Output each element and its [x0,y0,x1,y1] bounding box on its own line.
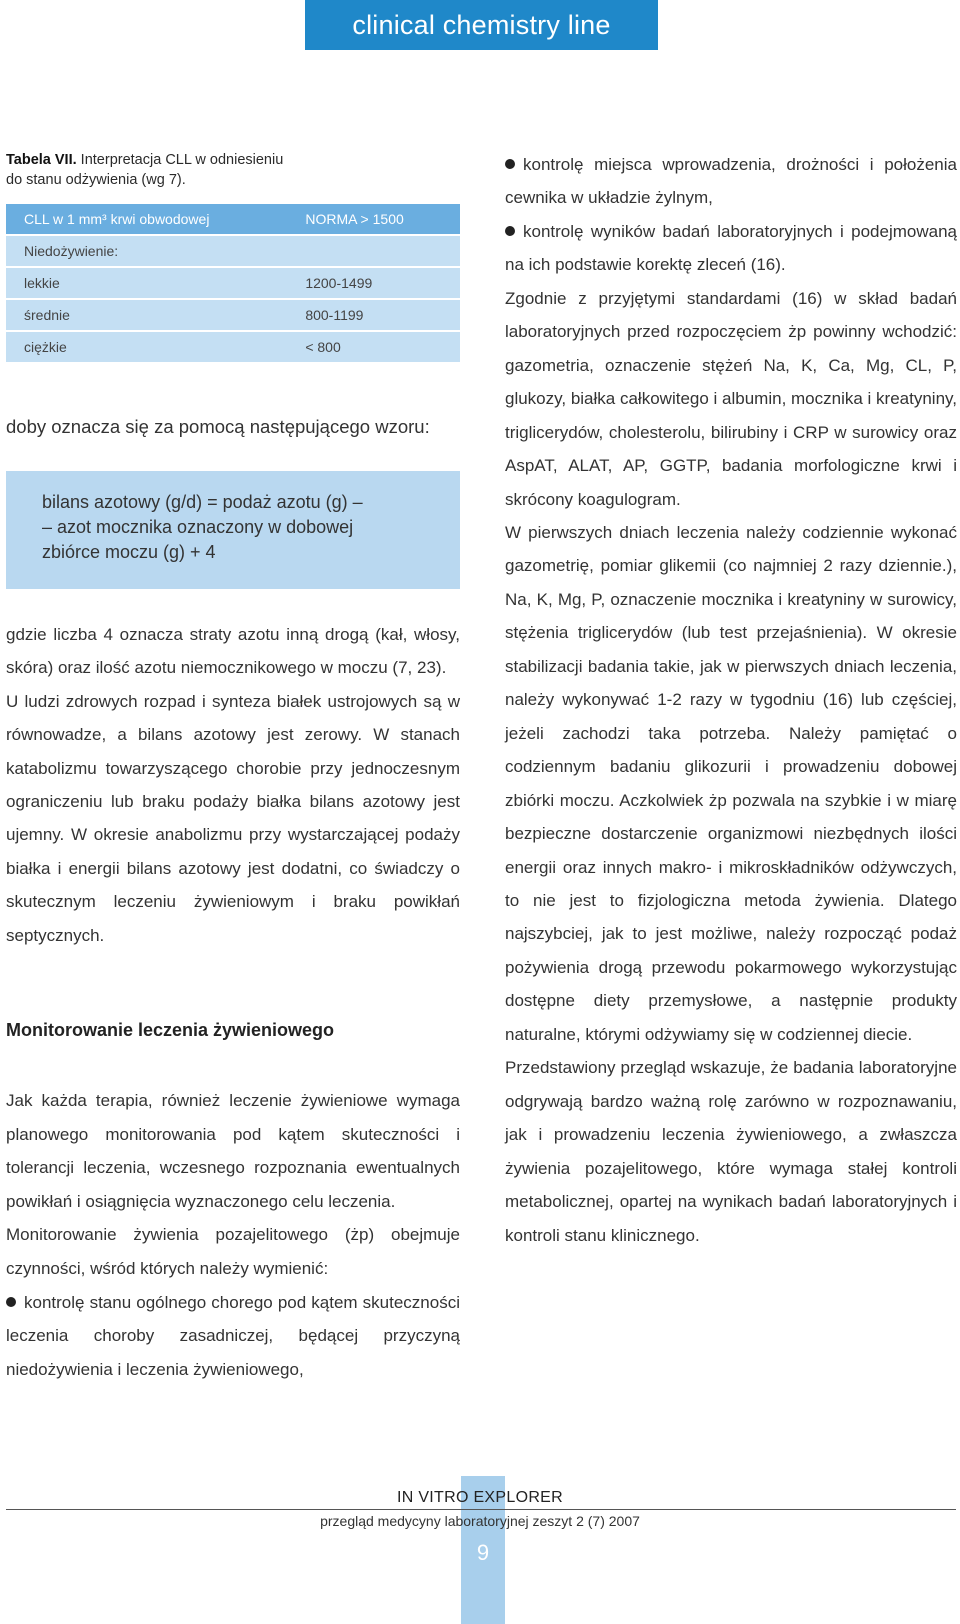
page-number: 9 [476,1540,490,1565]
table-row [6,331,460,363]
bullet-text: kontrolę miejsca wprowadzenia, drożności i położenia cewnika w układzie żylnym, [505,155,957,208]
table-cell: Niedożywienie: [6,235,293,267]
right-column [505,148,957,1252]
table-caption [6,150,460,190]
table-row [6,267,460,299]
left-body-text-2 [6,1084,460,1386]
left-body-text [6,618,460,952]
paragraph: Zgodnie z przyjętymi standardami (16) w skład badań laboratoryjnych przed rozpoczęciem żp powinny wchodzić: gazometria, oznaczenie stężeń Na, K, Ca, Mg, CL, P, glukozy, białka całkowitego i albumin, mocznika i kreatyniny, triglicerydów, cholesterolu, bilirubiny i CRP w surowicy oraz AspAT, ALAT, AP, GGTP, badania morfologiczne krwi i skrócony koagulogram. [505,288,957,509]
section-heading: Monitorowanie leczenia żywieniowego [6,1020,335,1040]
table-caption-text: Interpretacja CLL w odniesieniu [76,152,284,168]
table-cell: ciężkie [6,331,293,363]
formula-line: bilans azotowy (g/d) = podaż azotu (g) – [42,492,363,512]
table-cell: lekkie [6,267,293,299]
table-cell: < 800 [293,331,460,363]
table-row [6,235,460,267]
table-row [6,299,460,331]
bullet-item [6,1286,460,1387]
bullet-item [505,148,957,215]
paragraph: W pierwszych dniach leczenia należy codziennie wykonać gazometrię, pomiar glikemii (co najmniej 2 razy dziennie.), Na, K, Mg, P, oznaczenie mocznika i kreatyniny w surowicy, stężenia triglicerydów (lub test przejaśnienia). W okresie stabilizacji badania takie, jak w pierwszych dniach leczenia, należy wykonywać 1-2 razy w tygodniu (16) lub częściej, jeżeli zachodzi taka potrzeba. Należy pamiętać o codziennym badaniu glikozurii i prowadzeniu dobowej zbiórki moczu. Aczkolwiek żp pozwala na szybkie i w miarę bezpieczne dostarczenie organizmowi niezbędnych ilości energii oraz innych makro- i mikroskładników odżywczych, to nie jest to fizjologiczna metoda żywienia. Dlatego najszybciej, jak to jest możliwe, należy rozpocząć podaż pożywienia drogą przewodu pokarmowego wykorzystując dostępne diety przemysłowe, a następnie produkty naturalne, którymi odżywiamy się w codziennej diecie. [505,522,957,1044]
header-title: clinical chemistry line [352,9,611,40]
bullet-text: kontrolę stanu ogólnego chorego pod kątem skuteczności leczenia choroby zasadniczej, będącej przyczyną niedożywienia i leczenia żywieniowego, [6,1292,460,1379]
bullet-icon [505,226,515,236]
footer-divider [6,1509,956,1510]
footer-subtitle: przegląd medycyny laboratoryjnej zeszyt 2 (7) 2007 [320,1513,640,1529]
paragraph: Jak każda terapia, również leczenie żywieniowe wymaga planowego monitorowania pod kątem skuteczności i tolerancji leczenia, wczesnego rozpoznania ewentualnych powikłań i osiągnięcia wyznaczonego celu leczenia. [6,1091,460,1211]
bullet-text: kontrolę wyników badań laboratoryjnych i podejmowaną na ich podstawie korektę zleceń (16). [505,221,957,275]
formula-line: – azot mocznika oznaczony w dobowej [42,517,354,537]
table-caption-text-2: do stanu odżywienia (wg 7). [6,172,186,188]
bullet-icon [6,1297,16,1307]
bullet-icon [505,159,515,169]
formula-intro: doby oznacza się za pomocą następującego wzoru: [6,416,430,437]
paragraph: U ludzi zdrowych rozpad i synteza białek ustrojowych są w równowadze, a bilans azotowy jest zerowy. W stanach katabolizmu towarzyszącego chorobie przy jednoczesnym ograniczeniu lub braku podaży białka bilans azotowy jest ujemny. W okresie anabolizmu przy wystarczającej podaży białka i energii bilans azotowy jest dodatni, co świadczy o skutecznym leczeniu żywieniowym i braku powikłań septycznych. [6,691,460,945]
table-cell: 800-1199 [293,299,460,331]
table-header-row [6,204,460,235]
footer-title: IN VITRO EXPLORER [396,1489,564,1506]
table-header-cell: CLL w 1 mm³ krwi obwodowej [6,204,293,235]
table-cell: 1200-1499 [293,267,460,299]
formula-line: zbiórce moczu (g) + 4 [42,542,216,562]
cll-table [6,204,460,364]
table-cell [293,235,460,267]
paragraph: Monitorowanie żywienia pozajelitowego (żp) obejmuje czynności, wśród których należy wymienić: [6,1225,460,1278]
table-cell: średnie [6,299,293,331]
bullet-item [505,215,957,282]
table-header-cell: NORMA > 1500 [293,204,460,235]
header-banner [305,0,658,50]
paragraph: Przedstawiony przegląd wskazuje, że badania laboratoryjne odgrywają bardzo ważną rolę zarówno w rozpoznawaniu, jak i prowadzeniu leczenia żywieniowego, a zwłaszcza żywienia pozajelitowego, które wymaga stałej kontroli metabolicznej, opartej na wynikach badań laboratoryjnych i kontroli stanu klinicznego. [505,1058,957,1245]
paragraph: gdzie liczba 4 oznacza straty azotu inną drogą (kał, włosy, skóra) oraz ilość azotu niemocznikowego w moczu (7, 23). [6,625,460,678]
left-column [6,150,460,364]
table-caption-label: Tabela VII. [6,152,77,168]
formula-box [6,471,460,589]
